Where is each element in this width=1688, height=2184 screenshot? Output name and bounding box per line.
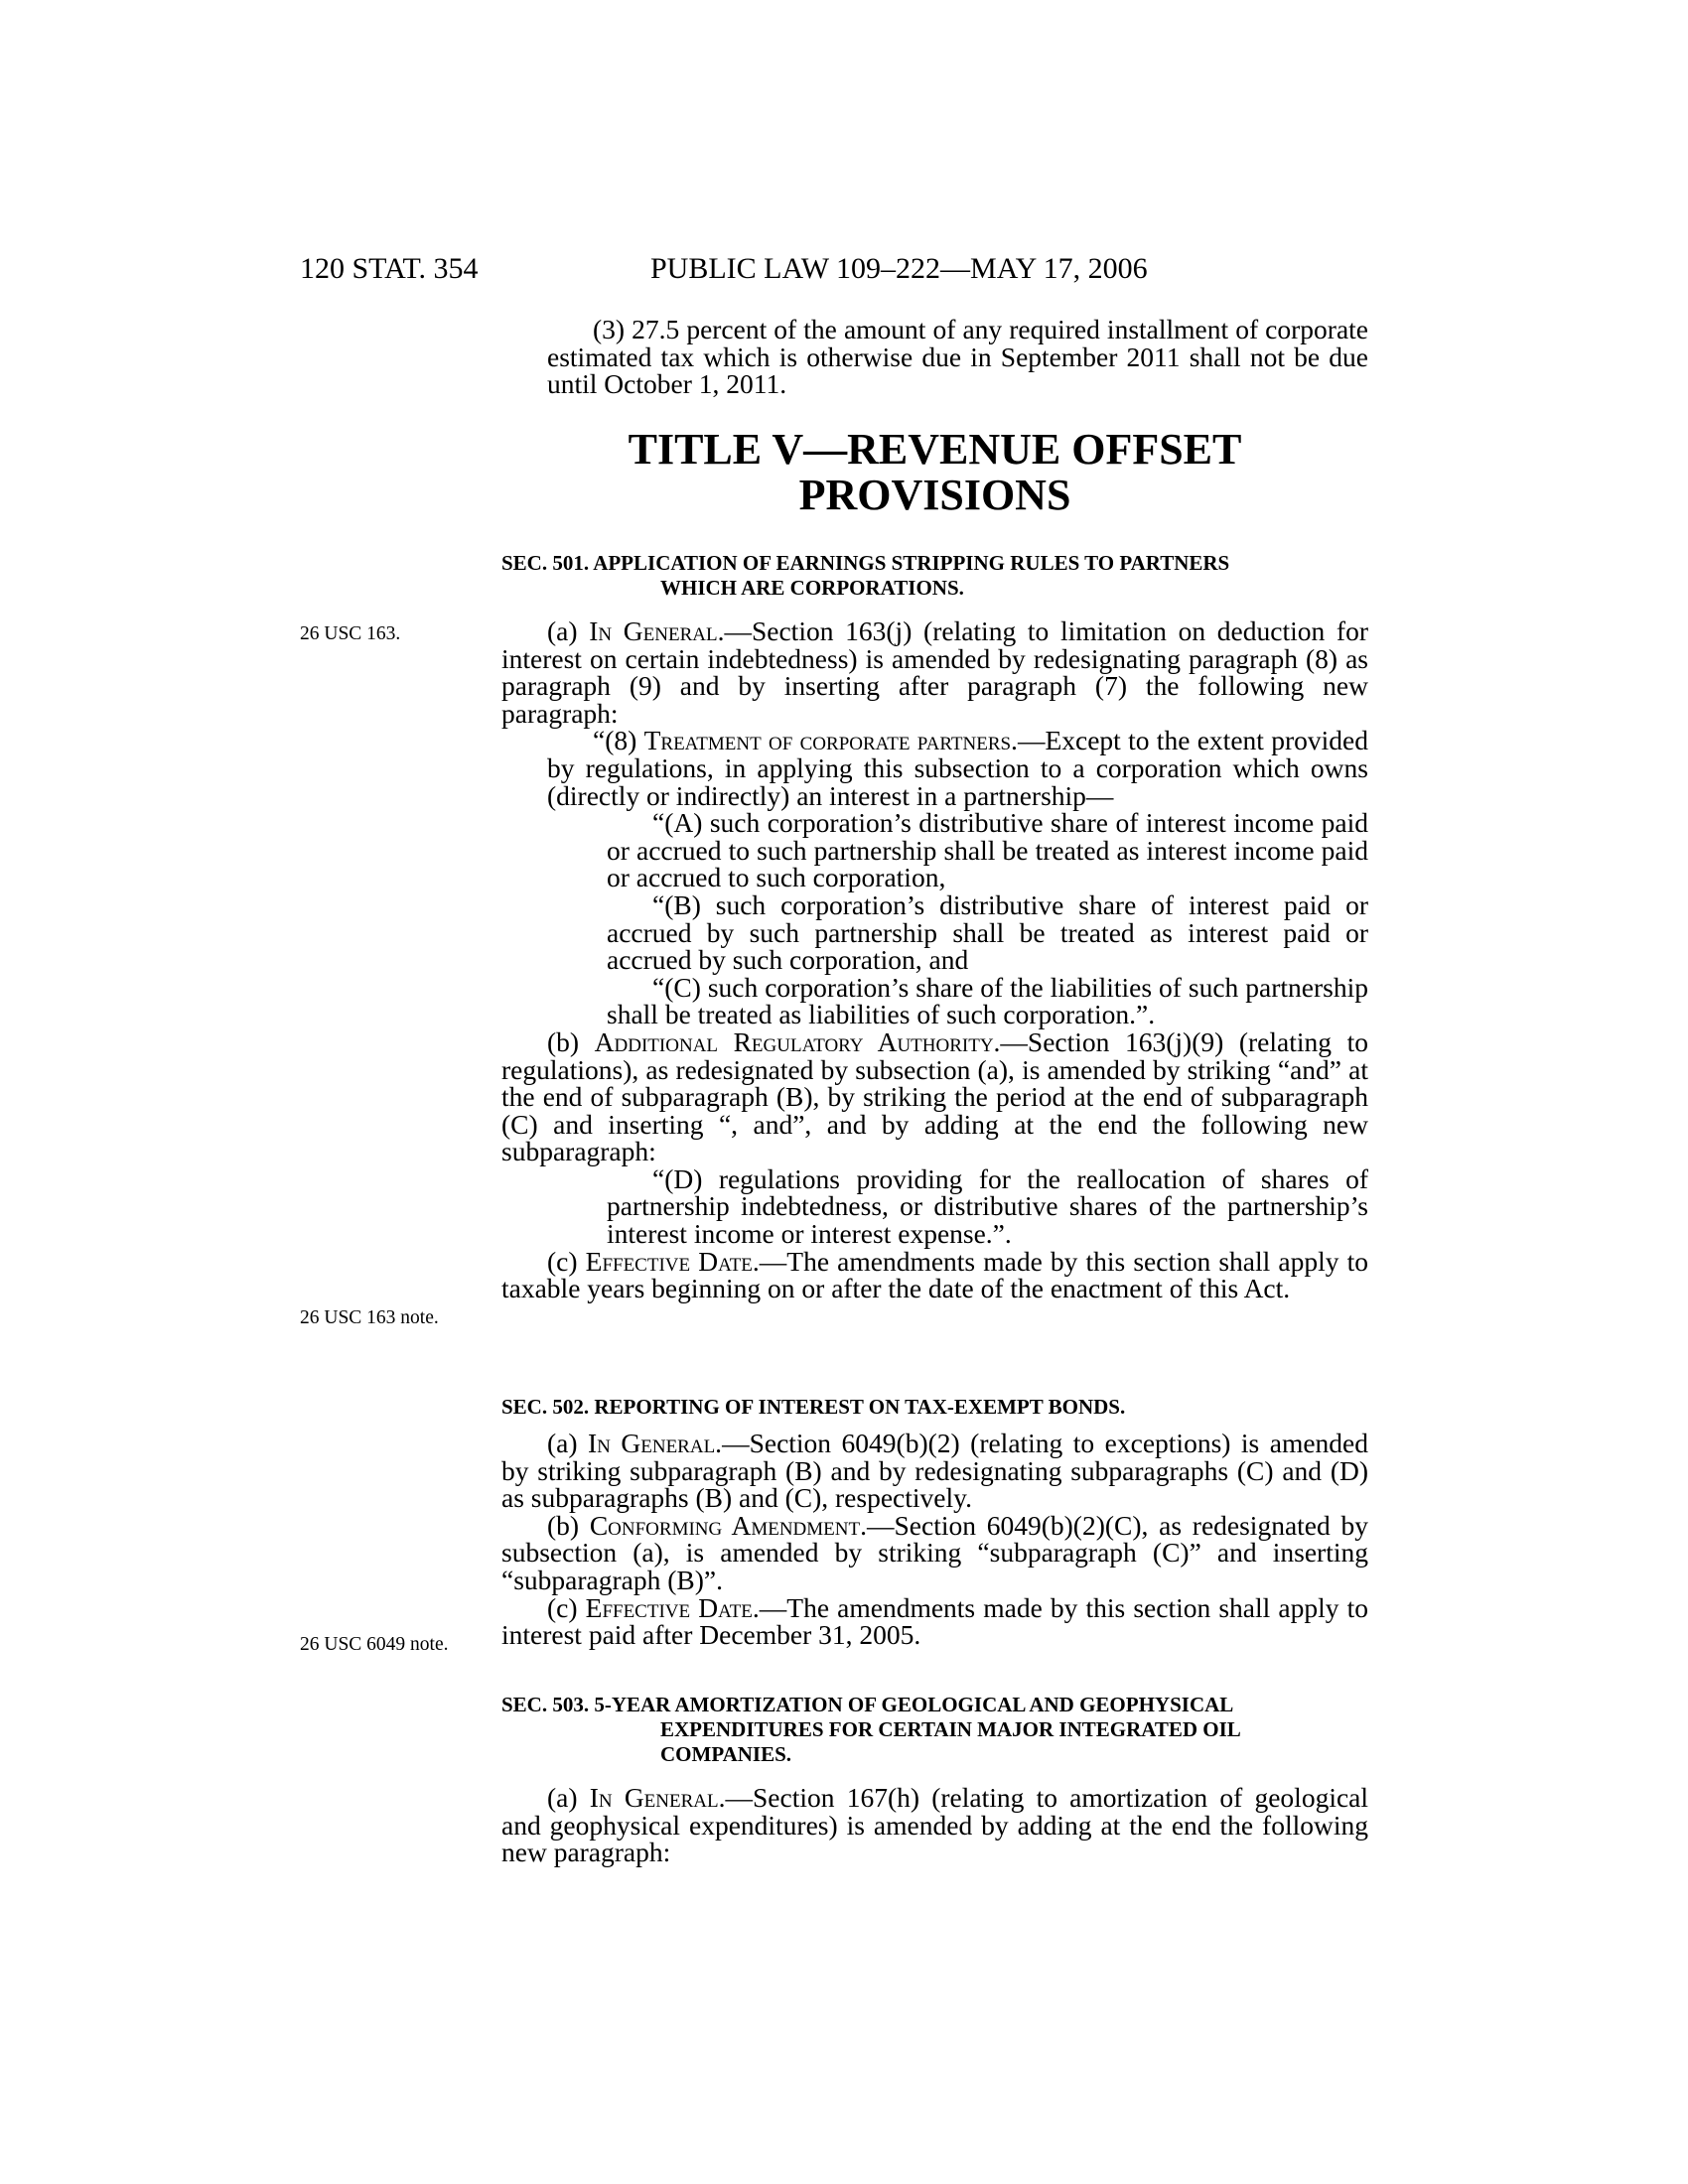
section-501-heading — [501, 551, 1368, 601]
section-503-heading — [501, 1693, 1368, 1767]
subparagraph-D: “(D) regulations providing for the reallocation of shares of partnership indebtedness, or distributive shares of the partnership’s interest income or interest expense.”. — [607, 1162, 1368, 1250]
text: —Section 163(j)(9) (relating to regulations), as redesignated by subsection (a), is amended by striking “and” at the end of subparagraph (B), by striking the period at the end of subparagraph (C) and inserting “, and”, and by adding at the end the following new subparagraph: — [501, 1025, 1368, 1167]
caption: Additional Regulatory Authority. — [594, 1025, 1001, 1057]
text: —Section 167(h) (relating to amortization of geological and geophysical expenditures) is amended by adding at the end the following new paragraph: — [501, 1782, 1369, 1868]
text: —The amendments made by this section shall apply to interest paid after December 31, 2005. — [501, 1591, 1368, 1651]
subsection-501-a — [501, 617, 1368, 727]
title-line-1: TITLE V—REVENUE OFFSET — [628, 425, 1242, 474]
title-heading — [501, 427, 1368, 518]
margin-note-26-usc-163-note: 26 USC 163 note. — [300, 1307, 439, 1328]
subparagraph-C: “(C) such corporation’s share of the liabilities of such partnership shall be treated as liabilities of such corporation.”. — [607, 971, 1368, 1030]
subsection-502-b — [501, 1509, 1368, 1595]
subsection-503-a — [501, 1784, 1368, 1866]
section-501-heading-line-1: SEC. 501. APPLICATION OF EARNINGS STRIPPING RULES TO PARTNERS — [501, 551, 1230, 575]
label: (b) — [547, 1025, 595, 1057]
section-501-body — [501, 617, 1368, 1302]
running-header: PUBLIC LAW 109–222—MAY 17, 2006 — [650, 252, 1148, 285]
section-503-body — [501, 1784, 1368, 1866]
stat-page-number: 120 STAT. 354 — [300, 252, 479, 285]
margin-note-26-usc-6049-note: 26 USC 6049 note. — [300, 1634, 449, 1655]
paragraph-3: (3) 27.5 percent of the amount of any required installment of corporate estimated tax which is otherwise due in September 2011 shall not be due until October 1, 2011. — [547, 314, 1368, 400]
text: —Section 6049(b)(2) (relating to exceptions) is amended by striking subparagraph (B) and by redesignating subparagraphs (C) and (D) as subparagraphs (B) and (C), respectively. — [501, 1428, 1369, 1514]
subsection-501-b — [501, 1025, 1368, 1167]
label: (a) — [547, 1782, 590, 1813]
section-502-heading — [501, 1395, 1368, 1420]
section-503-heading-line-1: SEC. 503. 5-YEAR AMORTIZATION OF GEOLOGICAL AND GEOPHYSICAL — [501, 1693, 1234, 1716]
paragraph-8 — [501, 727, 1368, 809]
text: —Section 163(j) (relating to limitation on deduction for interest on certain indebtedness) is amended by redesignating paragraph (8) as paragraph (9) and by inserting after paragraph (7) the following new paragraph: — [501, 615, 1368, 729]
subsection-502-a — [501, 1430, 1368, 1512]
section-501-heading-line-2: WHICH ARE CORPORATIONS. — [660, 576, 964, 600]
caption: Conforming Amendment. — [589, 1509, 867, 1541]
subparagraph-B: “(B) such corporation’s distributive share of interest paid or accrued by such partnership shall be treated as interest paid or accrued by such corporation, and — [607, 888, 1368, 976]
label: (b) — [547, 1509, 590, 1541]
label: (c) — [547, 1591, 586, 1623]
title-line-2: PROVISIONS — [798, 471, 1071, 519]
section-502-heading-line: SEC. 502. REPORTING OF INTEREST ON TAX-EXEMPT BONDS. — [501, 1395, 1126, 1419]
subsection-501-c — [501, 1245, 1368, 1304]
caption: Effective Date. — [585, 1245, 760, 1277]
label: (a) — [547, 1428, 589, 1458]
caption: In General. — [589, 615, 725, 646]
label: (c) — [547, 1245, 586, 1277]
margin-note-26-usc-163: 26 USC 163. — [300, 623, 401, 644]
text: —The amendments made by this section shall apply to taxable years beginning on or after the date of the enactment of this Act. — [501, 1245, 1368, 1304]
section-503-heading-line-2: EXPENDITURES FOR CERTAIN MAJOR INTEGRATED OIL COMPANIES. — [660, 1717, 1240, 1766]
intro-paragraph-block — [501, 316, 1368, 398]
text: —Section 6049(b)(2)(C), as redesignated by subsection (a), is amended by striking “subparagraph (C)” and inserting “subparagraph (B)”. — [501, 1509, 1368, 1595]
subparagraph-A: “(A) such corporation’s distributive share of interest income paid or accrued to such partnership shall be treated as interest income paid or accrued to such corporation, — [607, 807, 1368, 893]
section-502-body — [501, 1430, 1368, 1649]
subsection-502-c — [501, 1591, 1368, 1651]
label: (a) — [547, 615, 590, 646]
label: “(8) — [593, 725, 644, 756]
caption: In General. — [588, 1428, 723, 1458]
caption: In General. — [589, 1782, 726, 1813]
caption: Effective Date. — [585, 1591, 760, 1623]
text: —Except to the extent provided by regulations, in applying this subsection to a corporation which owns (directly or indirectly) an interest in a partnership— — [547, 725, 1368, 811]
caption: Treatment of corporate partners. — [643, 725, 1018, 756]
